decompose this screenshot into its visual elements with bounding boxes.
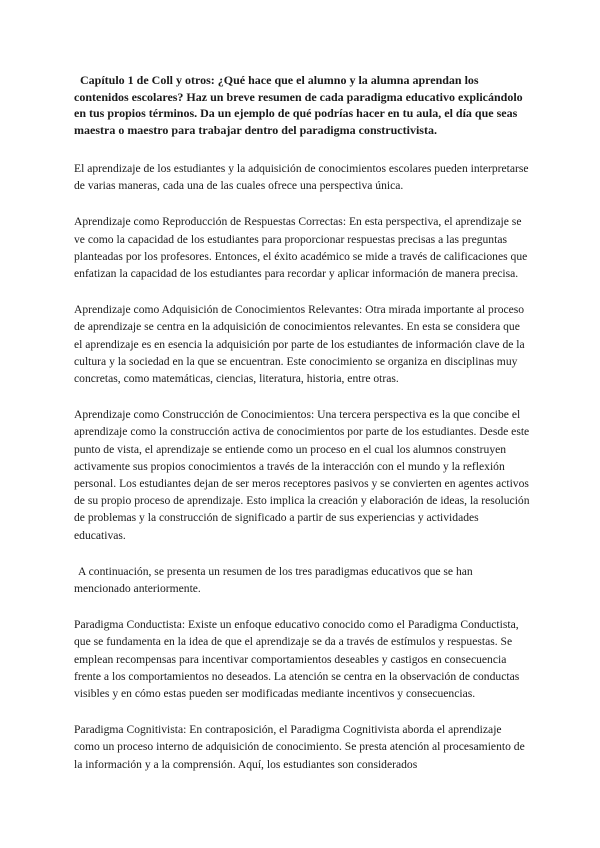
intro-paragraph: El aprendizaje de los estudiantes y la adquisición de conocimientos escolares pueden interpretarse de varias maneras, cada una de las cuales ofrece una perspectiva única. (74, 162, 529, 193)
document-page (74, 72, 530, 792)
paragraph-transition: A continuación, se presenta un resumen de los tres paradigmas educativos que se han mencionado anteriormente. (74, 564, 473, 596)
paragraph-cognitivista: Paradigma Cognitivista: En contraposición, el Paradigma Cognitivista aborda el aprendizaje como un proceso interno de adquisición de conocimiento. Se presta atención al procesamiento de la información y a la comprensión. Aquí, los estudiantes son considerados (74, 723, 525, 771)
assignment-heading: Capítulo 1 de Coll y otros: ¿Qué hace que el alumno y la alumna aprendan los contenidos escolares? Haz un breve resumen de cada paradigma educativo explicándolo en tus propios términos. Da un ejemplo de qué podrías hacer en tu aula, el día que seas maestra o maestro para trabajar dentro del paradigma constructivista. (74, 73, 523, 137)
paragraph-construccion: Aprendizaje como Construcción de Conocimientos: Una tercera perspectiva es la que concibe el aprendizaje como la construcción activa de conocimientos por parte de los estudiantes. Desde este punto de vista, el aprendizaje se entiende como un proceso en el cual los alumnos construyen activamente sus propios conocimientos a través de la interacción con el mundo y la reflexión personal. Los estudiantes dejan de ser meros receptores pasivos y se convierten en agentes activos de su propio proceso de aprendizaje. Esto implica la creación y elaboración de ideas, la resolución de problemas y la construcción de significado a partir de sus experiencias y actividades educativas. (74, 408, 530, 542)
paragraph-conductista: Paradigma Conductista: Existe un enfoque educativo conocido como el Paradigma Conductista, que se fundamenta en la idea de que el aprendizaje se da a través de estímulos y respuestas. Se emplean recompensas para incentivar comportamientos deseables y castigos en consecuencia frente a los comportamientos no deseados. La atención se centra en la observación de conductas visibles y en cómo estas pueden ser modificadas mediante incentivos y consecuencias. (74, 618, 520, 701)
paragraph-reproduccion: Aprendizaje como Reproducción de Respuestas Correctas: En esta perspectiva, el aprendizaje se ve como la capacidad de los estudiantes para proporcionar respuestas precisas a las preguntas planteadas por los profesores. Entonces, el éxito académico se mide a través de calificaciones que enfatizan la capacidad de los estudiantes para recordar y aplicar información de manera precisa. (74, 215, 528, 281)
paragraph-adquisicion: Aprendizaje como Adquisición de Conocimientos Relevantes: Otra mirada importante al proceso de aprendizaje se centra en la adquisición de conocimientos relevantes. En esta se considera que el aprendizaje es en esencia la adquisición por parte de los estudiantes de información clave de la cultura y la sociedad en la que se encuentran. Este conocimiento se organiza en disciplinas muy concretas, como matemáticas, ciencias, literatura, historia, entre otras. (74, 303, 525, 386)
